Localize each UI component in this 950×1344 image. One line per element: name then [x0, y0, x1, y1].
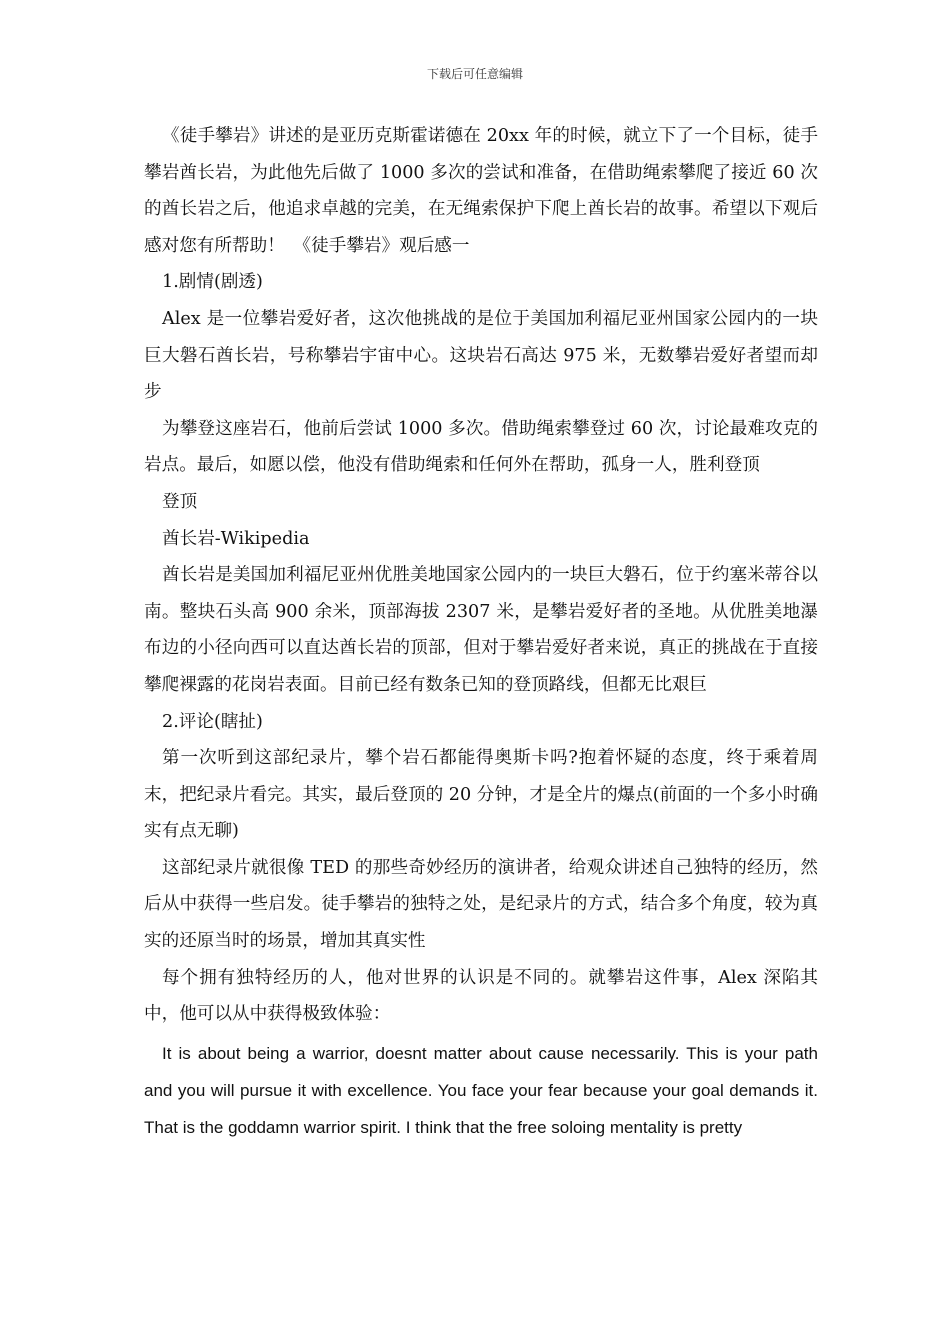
- section-heading-plot: 1.剧情(剧透): [162, 272, 263, 293]
- paragraph: Alex 是一位攀岩爱好者，这次他挑战的是位于美国加利福尼亚州国家公园内的一块巨大磐石酋长岩，号称攀岩宇宙中心。这块岩石高达 975 米，无数攀岩爱好者望而却步: [144, 308, 818, 403]
- paragraph: 酋长岩-Wikipedia: [162, 528, 310, 549]
- section-heading-review: 2.评论(瞎扯): [162, 711, 263, 732]
- english-quote-paragraph: It is about being a warrior, doesnt matter about cause necessarily. This is your path and you will pursue it with excellence. You face your fear because your goal demands it. That is the goddamn warrior spirit. I think that the free soloing mentality is pretty: [144, 1043, 818, 1137]
- paragraph: 这部纪录片就很像 TED 的那些奇妙经历的演讲者，给观众讲述自己独特的经历，然后从中获得一些启发。徒手攀岩的独特之处，是纪录片的方式，结合多个角度，较为真实的还原当时的场景，增加其真实性: [144, 857, 818, 952]
- paragraph: 酋长岩是美国加利福尼亚州优胜美地国家公园内的一块巨大磐石，位于约塞米蒂谷以南。整块石头高 900 余米，顶部海拔 2307 米，是攀岩爱好者的圣地。从优胜美地瀑布边的小径向西可以直达酋长岩的顶部，但对于攀岩爱好者来说，真正的挑战在于直接攀爬裸露的花岗岩表面。目前已经有数条已知的登顶路线，但都无比艰巨: [144, 565, 818, 695]
- paragraph: 登顶: [162, 491, 198, 512]
- intro-paragraph: 《徒手攀岩》讲述的是亚历克斯霍诺德在 20xx 年的时候，就立下了一个目标，徒手攀岩酋长岩，为此他先后做了 1000 多次的尝试和准备，在借助绳索攀爬了接近 60 次的酋长岩之后，他追求卓越的完美，在无绳索保护下爬上酋长岩的故事。希望以下观后感对您有所帮助！ 《徒手攀岩》观后感一: [144, 126, 818, 256]
- document-body: [144, 118, 818, 1146]
- paragraph: 第一次听到这部纪录片，攀个岩石都能得奥斯卡吗?抱着怀疑的态度，终于乘着周末，把纪录片看完。其实，最后登顶的 20 分钟，才是全片的爆点(前面的一个多小时确实有点无聊): [144, 748, 818, 842]
- page-header: 下载后可任意编辑: [426, 67, 523, 81]
- paragraph: 为攀登这座岩石，他前后尝试 1000 多次。借助绳索攀登过 60 次，讨论最难攻克的岩点。最后，如愿以偿，他没有借助绳索和任何外在帮助，孤身一人，胜利登顶: [144, 418, 818, 476]
- paragraph: 每个拥有独特经历的人，他对世界的认识是不同的。就攀岩这件事，Alex 深陷其中，他可以从中获得极致体验：: [144, 967, 818, 1025]
